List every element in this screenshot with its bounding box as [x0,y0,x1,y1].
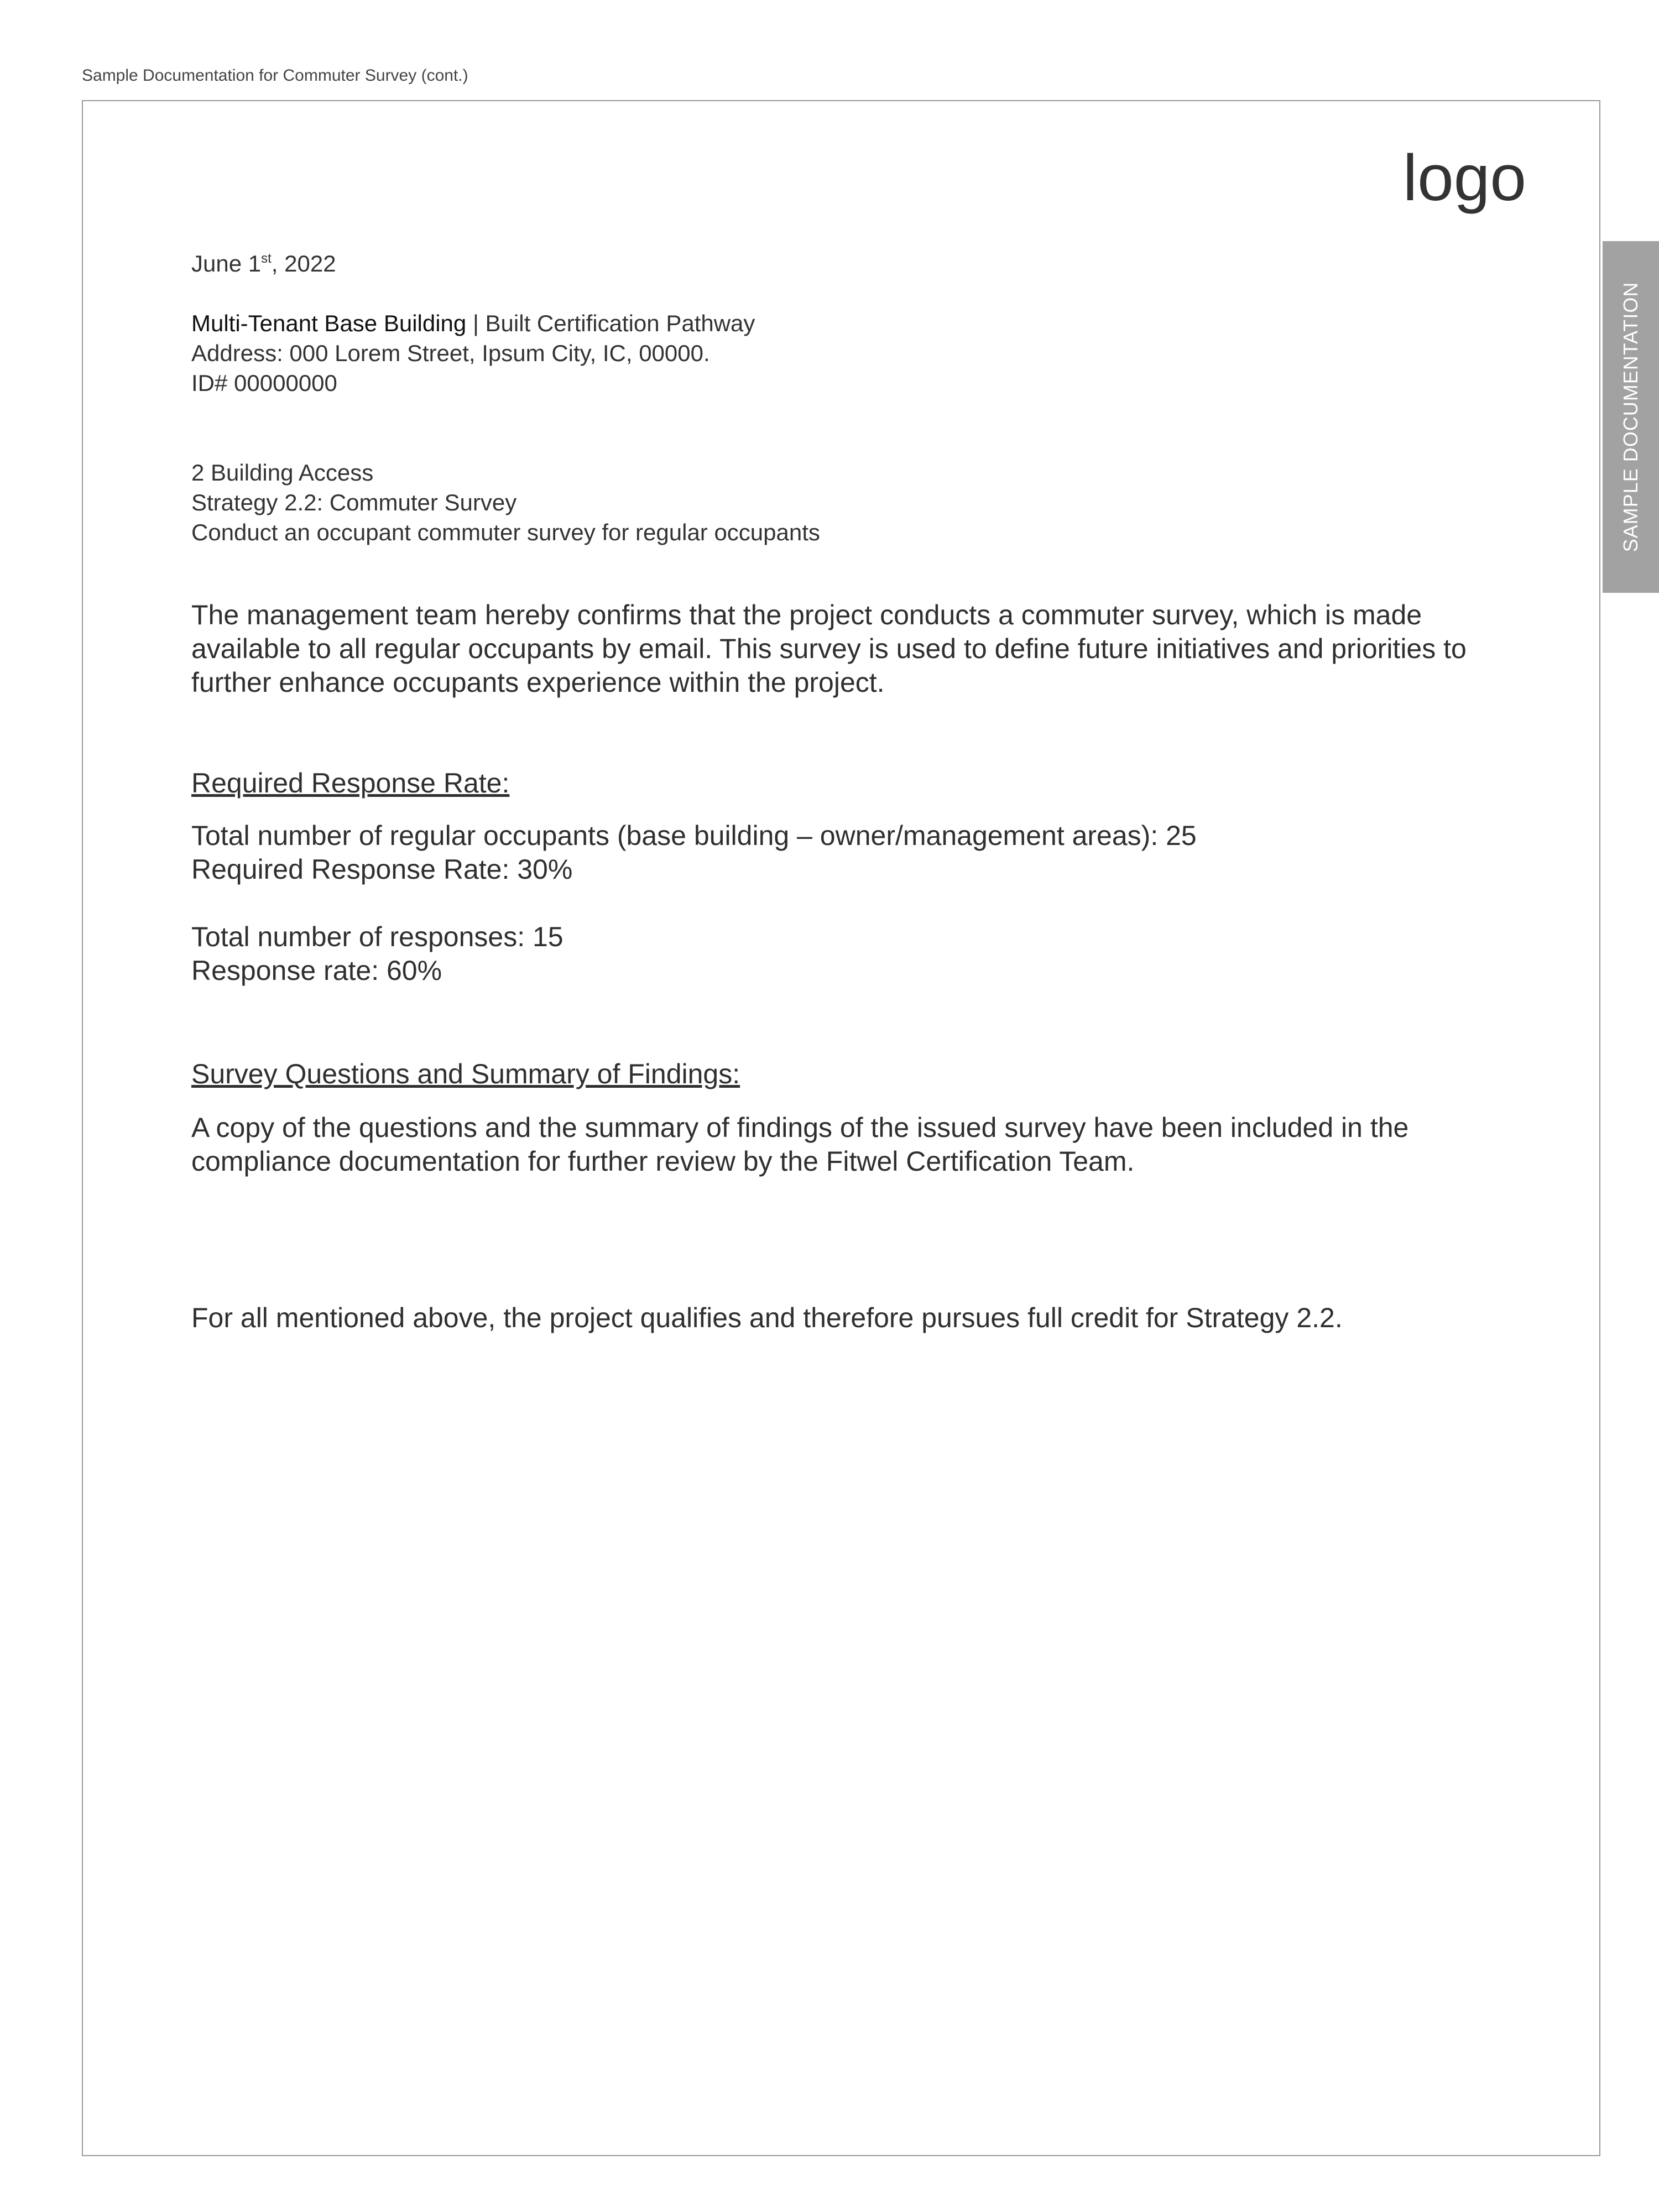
total-occupants: Total number of regular occupants (base building – owner/management areas): 25 [191,820,1197,851]
strategy-description: Conduct an occupant commuter survey for regular occupants [191,519,820,545]
conclusion-paragraph: For all mentioned above, the project qualifies and therefore pursues full credit for Strategy 2.2. [191,1302,1343,1333]
project-address: Address: 000 Lorem Street, Ipsum City, IC, 00000. [191,340,710,366]
strategy-name: Strategy 2.2: Commuter Survey [191,489,517,515]
project-title-line [191,309,1480,338]
response-rate-heading: Required Response Rate: [191,768,510,799]
strategy-section: 2 Building Access [191,460,374,486]
running-header: Sample Documentation for Commuter Survey (cont.) [82,66,468,85]
survey-heading: Survey Questions and Summary of Findings: [191,1058,740,1089]
letter-date [191,249,1480,279]
building-name: Multi-Tenant Base Building [191,310,467,336]
response-rate: Response rate: 60% [191,955,442,986]
survey-paragraph: A copy of the questions and the summary of findings of the issued survey have been included in the compliance documentation for further review by the Fitwel Certification Team. [191,1112,1409,1177]
required-rate: Required Response Rate: 30% [191,854,573,885]
total-responses: Total number of responses: 15 [191,921,564,952]
strategy-info [191,458,1480,547]
logo-placeholder: logo [1402,142,1526,215]
side-tab-label: SAMPLE DOCUMENTATION [1619,281,1642,552]
responses-block [191,920,1480,988]
pathway-name: | Built Certification Pathway [466,310,755,336]
date-ordinal: st [261,251,272,266]
date-year: , 2022 [271,251,336,276]
letter-content [191,249,1480,1335]
project-id: ID# 00000000 [191,370,337,396]
intro-paragraph: The management team hereby confirms that the project conducts a commuter survey, which is made available to all regular occupants by email. This survey is used to define future initiatives and priorities to further enhance occupants experience within the project. [191,599,1467,698]
response-rate-block [191,819,1480,886]
project-info [191,309,1480,398]
side-tab [1603,241,1659,593]
date-month-day: June 1 [191,251,262,276]
